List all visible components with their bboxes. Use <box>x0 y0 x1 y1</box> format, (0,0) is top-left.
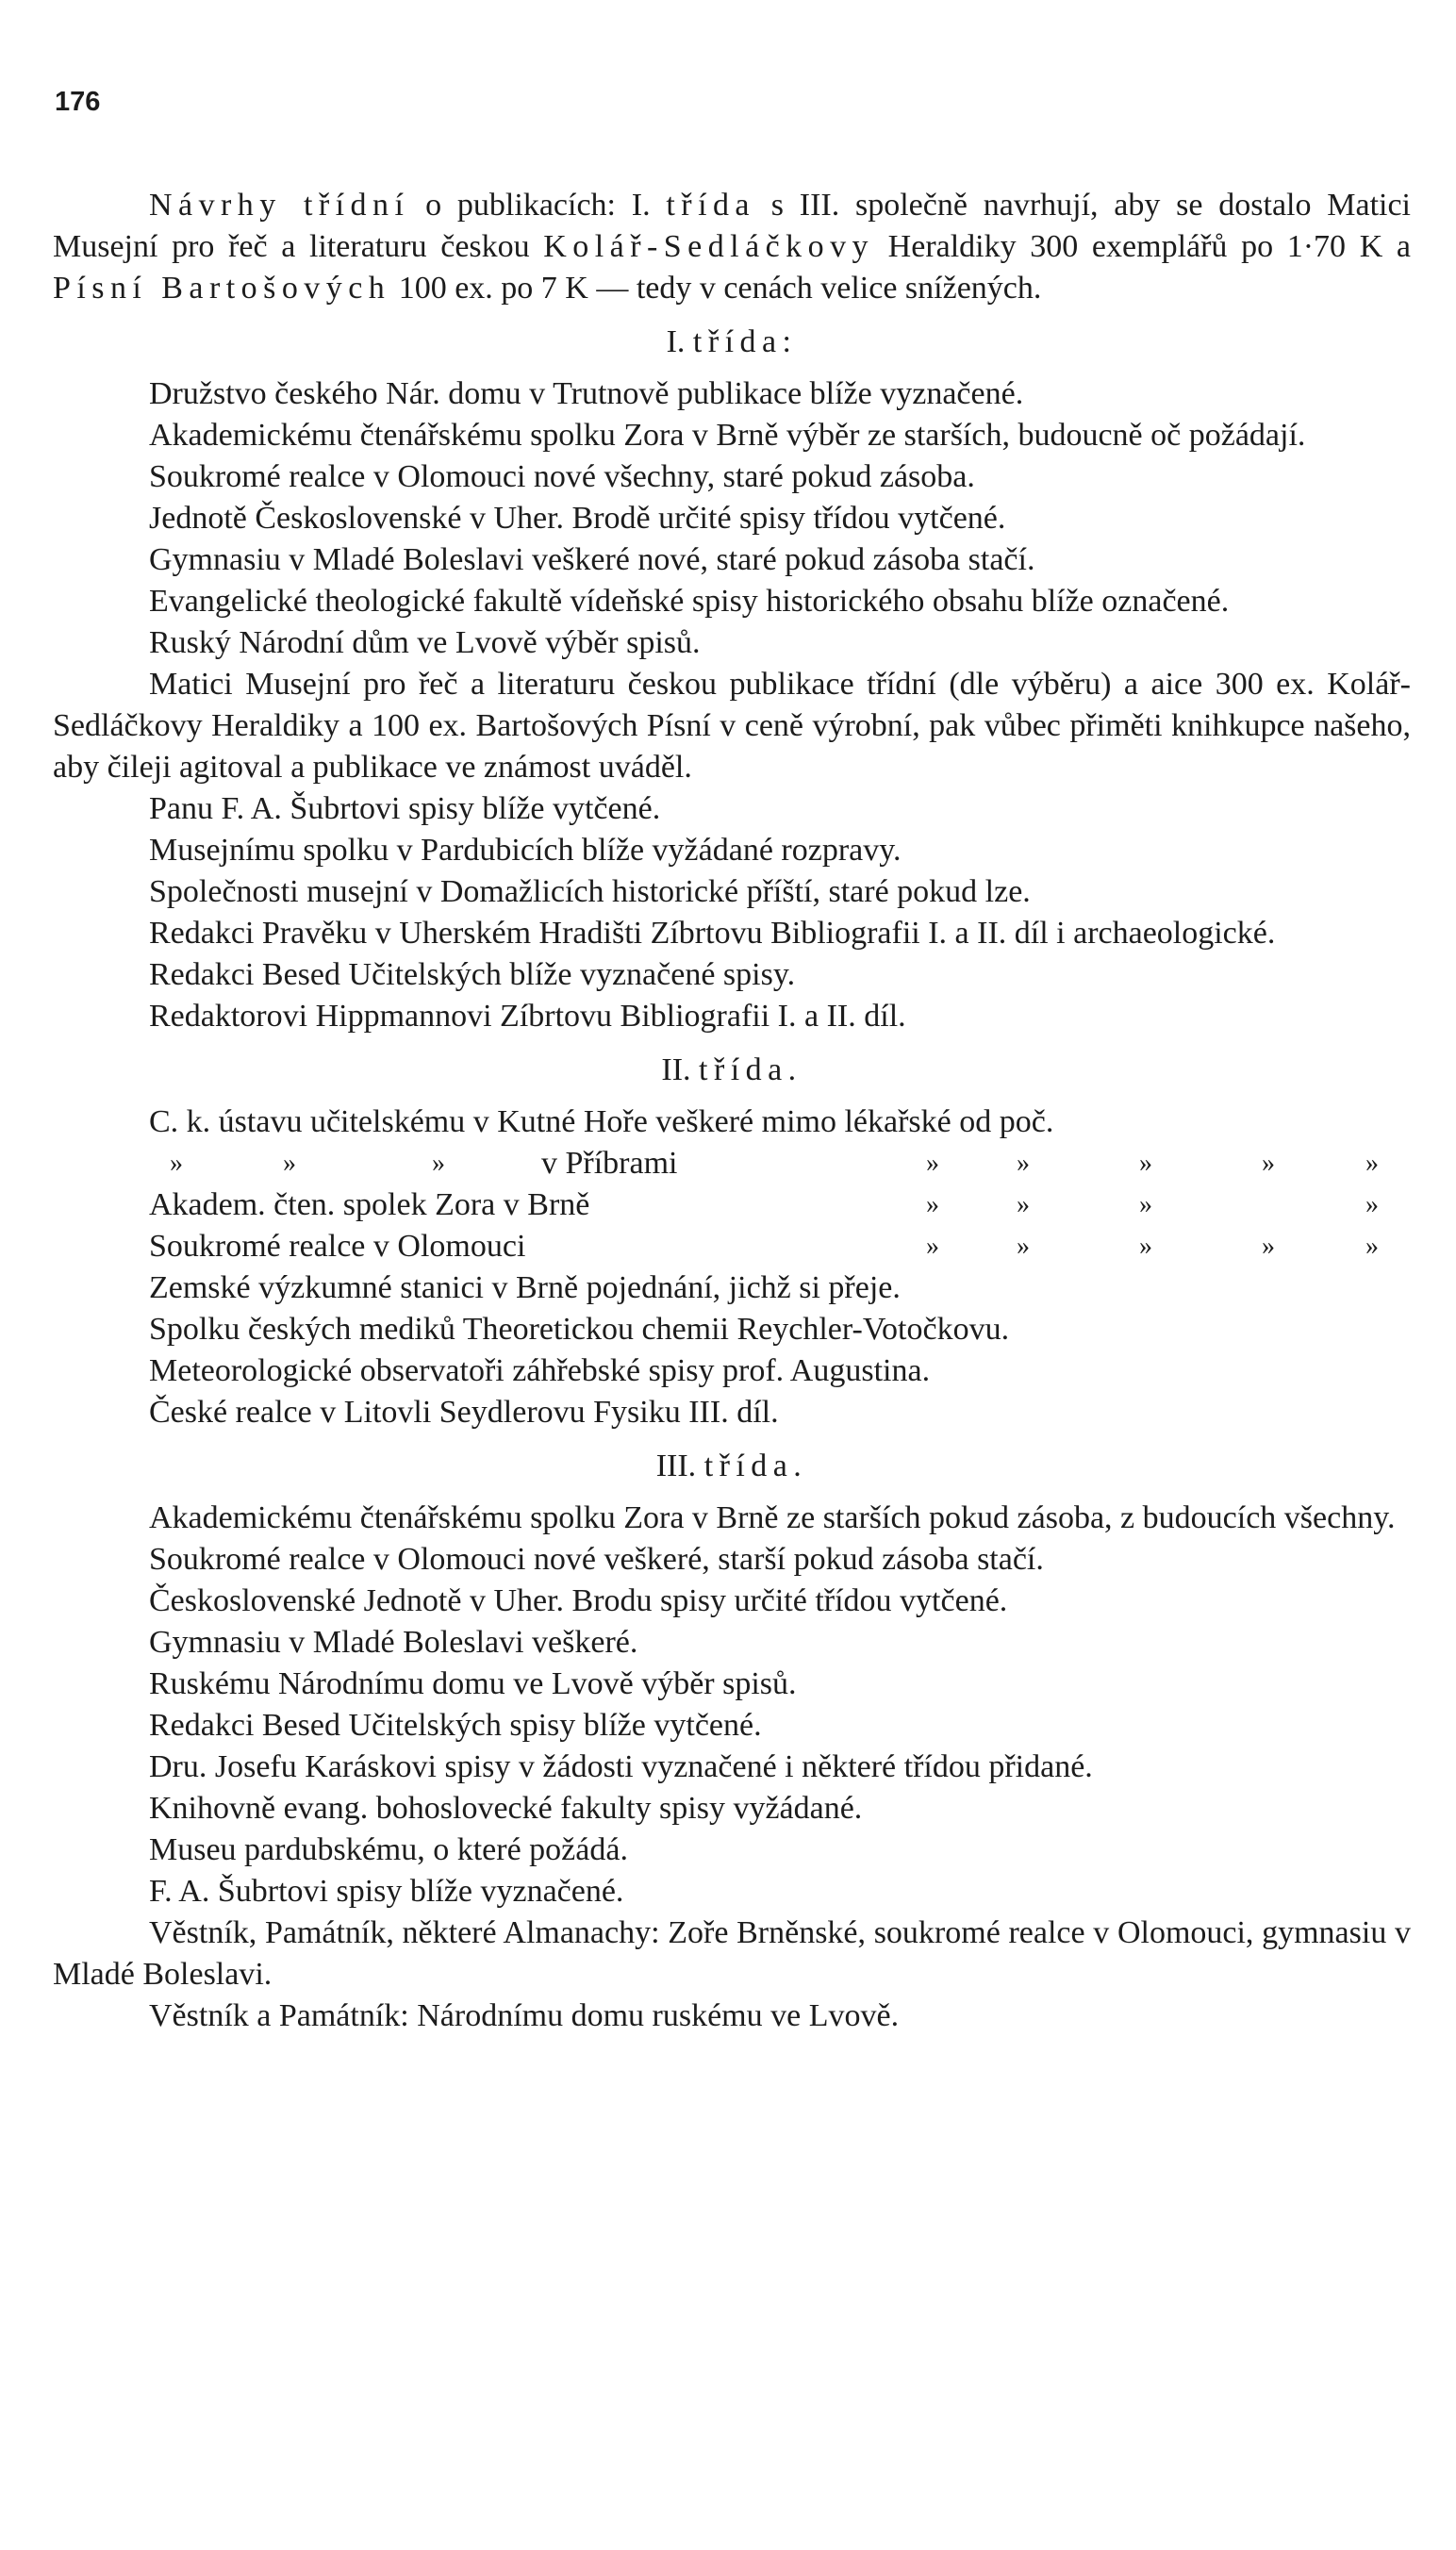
section-2-word: třída. <box>699 1052 802 1087</box>
section-1-entry: Panu F. A. Šubrtovi spisy blíže vytčené. <box>149 791 661 826</box>
section-1-entry: Redaktorovi Hippmannovi Zíbrtovu Bibliografii I. a II. díl. <box>149 999 906 1034</box>
ditto-row <box>149 1143 1411 1184</box>
section-3-roman: III. <box>655 1449 697 1483</box>
section-1-word: třída: <box>692 324 798 359</box>
section-3-entry: Gymnasiu v Mladé Boleslavi veškeré. <box>149 1625 638 1660</box>
section-1-heading <box>53 319 1411 366</box>
intro-authors: Kolář-Sedláčkovy <box>543 229 875 264</box>
section-1-entry: Jednotě Československé v Uher. Brodě určité spisy třídou vytčené. <box>149 501 1006 536</box>
ditto-mark: » <box>1262 1232 1275 1261</box>
section-1-entry: Soukromé realce v Olomouci nové všechny, staré pokud zásoba. <box>149 459 975 494</box>
section-1-entry: Společnosti musejní v Domažlicích historické příští, staré pokud lze. <box>149 874 1031 909</box>
section-2-entry: Spolku českých mediků Theoretickou chemii Reychler-Votočkovu. <box>149 1312 1010 1347</box>
ditto-mark: » <box>170 1149 183 1178</box>
intro-paragraph <box>53 185 1411 309</box>
section-3-entry: Věstník a Památník: Národnímu domu ruskému ve Lvově. <box>149 1998 900 2033</box>
section-2-heading <box>53 1047 1411 1094</box>
section-1-entry: Redakci Besed Učitelských blíže vyznačené spisy. <box>149 957 796 992</box>
section-3-entry: Věstník, Památník, některé Almanachy: Zoře Brněnské, soukromé realce v Olomouci, gymnasiu v Mladé Boleslavi. <box>53 1915 1411 1992</box>
section-3-entry: F. A. Šubrtovi spisy blíže vyznačené. <box>149 1874 624 1909</box>
section-3-entry: Redakci Besed Učitelských spisy blíže vytčené. <box>149 1708 762 1743</box>
section-1-entry: Akademickému čtenářskému spolku Zora v Brně výběr ze starších, budoucně oč požádají. <box>149 418 1306 453</box>
ditto-mark: » <box>926 1232 939 1261</box>
section-3-entry: Soukromé realce v Olomouci nové veškeré, starší pokud zásoba stačí. <box>149 1542 1044 1577</box>
section-3-entry: Dru. Josefu Karáskovi spisy v žádosti vyznačené i některé třídou přidané. <box>149 1749 1093 1784</box>
section-1-entry: Matici Musejní pro řeč a literaturu českou publikace třídní (dle výběru) a aice 300 ex. Kolář-Sedláčkovy Heraldiky a 100 ex. Bartošových Písní v ceně výrobní, pak vůbec přiměti knihkupce našeho, aby čileji agitoval a publikace ve známost uváděl. <box>53 667 1411 785</box>
ditto-mark: » <box>1017 1190 1030 1219</box>
section-2-entry: C. k. ústavu učitelskému v Kutné Hoře veškeré mimo lékařské od poč. <box>149 1104 1054 1139</box>
section-1-entry: Evangelické theologické fakultě vídeňské spisy historického obsahu blíže označené. <box>149 584 1230 619</box>
intro-lead: Návrhy třídní <box>149 188 410 223</box>
section-3-entry: Knihovně evang. bohoslovecké fakulty spisy vyžádané. <box>149 1791 863 1826</box>
section-3-word: třída. <box>703 1449 808 1483</box>
ditto-row <box>149 1184 1411 1226</box>
section-2-roman: II. <box>661 1052 691 1087</box>
page-number: 176 <box>55 87 101 117</box>
section-1-entry: Ruský Národní dům ve Lvově výběr spisů. <box>149 625 701 660</box>
ditto-block <box>53 1143 1411 1267</box>
ditto-row-text: Akadem. čten. spolek Zora v Brně <box>149 1187 590 1222</box>
ditto-mark: » <box>1139 1190 1152 1219</box>
section-3-entry: Ruskému Národnímu domu ve Lvově výběr spisů. <box>149 1666 797 1701</box>
ditto-mark: » <box>1017 1232 1030 1261</box>
ditto-row-text: v Příbrami <box>541 1146 678 1181</box>
section-1-entry: Gymnasiu v Mladé Boleslavi veškeré nové, staré pokud zásoba stačí. <box>149 542 1035 577</box>
ditto-mark: » <box>926 1149 939 1178</box>
section-2-entry: Zemské výzkumné stanici v Brně pojednání, jichž si přeje. <box>149 1270 901 1305</box>
page-body <box>53 185 1411 2037</box>
ditto-row <box>149 1226 1411 1267</box>
intro-text-4: 100 ex. po 7 K — tedy v cenách velice snížených. <box>390 271 1042 306</box>
section-3-entry: Akademickému čtenářskému spolku Zora v Brně ze starších pokud zásoba, z budoucích všechny. <box>149 1500 1396 1535</box>
ditto-mark: » <box>1017 1149 1030 1178</box>
section-3-entry: Museu pardubskému, o které požádá. <box>149 1832 628 1867</box>
intro-pisni: Písní Bartošových <box>53 271 391 306</box>
ditto-mark: » <box>926 1190 939 1219</box>
intro-text-3: Heraldiky 300 exemplářů po 1·70 K a <box>874 229 1411 264</box>
ditto-mark: » <box>283 1149 296 1178</box>
intro-trida: třída <box>666 188 755 223</box>
ditto-mark: » <box>1365 1149 1379 1178</box>
ditto-mark: » <box>1139 1232 1152 1261</box>
intro-text-2: s III. společně navrhují, aby se dostalo Matici Musejní pro řeč a literaturu českou <box>53 188 1412 264</box>
ditto-mark: » <box>1139 1149 1152 1178</box>
section-3-entry: Československé Jednotě v Uher. Brodu spisy určité třídou vytčené. <box>149 1583 1008 1618</box>
ditto-mark: » <box>432 1149 445 1178</box>
ditto-mark: » <box>1365 1232 1379 1261</box>
section-3-heading <box>53 1443 1411 1490</box>
intro-text-1: o publikacích: I. <box>409 188 667 223</box>
section-1-roman: I. <box>666 324 686 359</box>
section-1-entry: Musejnímu spolku v Pardubicích blíže vyžádané rozpravy. <box>149 833 902 868</box>
ditto-mark: » <box>1365 1190 1379 1219</box>
ditto-row-text: Soukromé realce v Olomouci <box>149 1229 526 1264</box>
ditto-mark: » <box>1262 1149 1275 1178</box>
section-1-entry: Družstvo českého Nár. domu v Trutnově publikace blíže vyznačené. <box>149 376 1024 411</box>
section-2-entry: České realce v Litovli Seydlerovu Fysiku III. díl. <box>149 1395 779 1430</box>
section-1-entry: Redakci Pravěku v Uherském Hradišti Zíbrtovu Bibliografii I. a II. díl i archaeologické. <box>149 916 1276 951</box>
section-2-entry: Meteorologické observatoři záhřebské spisy prof. Augustina. <box>149 1353 931 1388</box>
